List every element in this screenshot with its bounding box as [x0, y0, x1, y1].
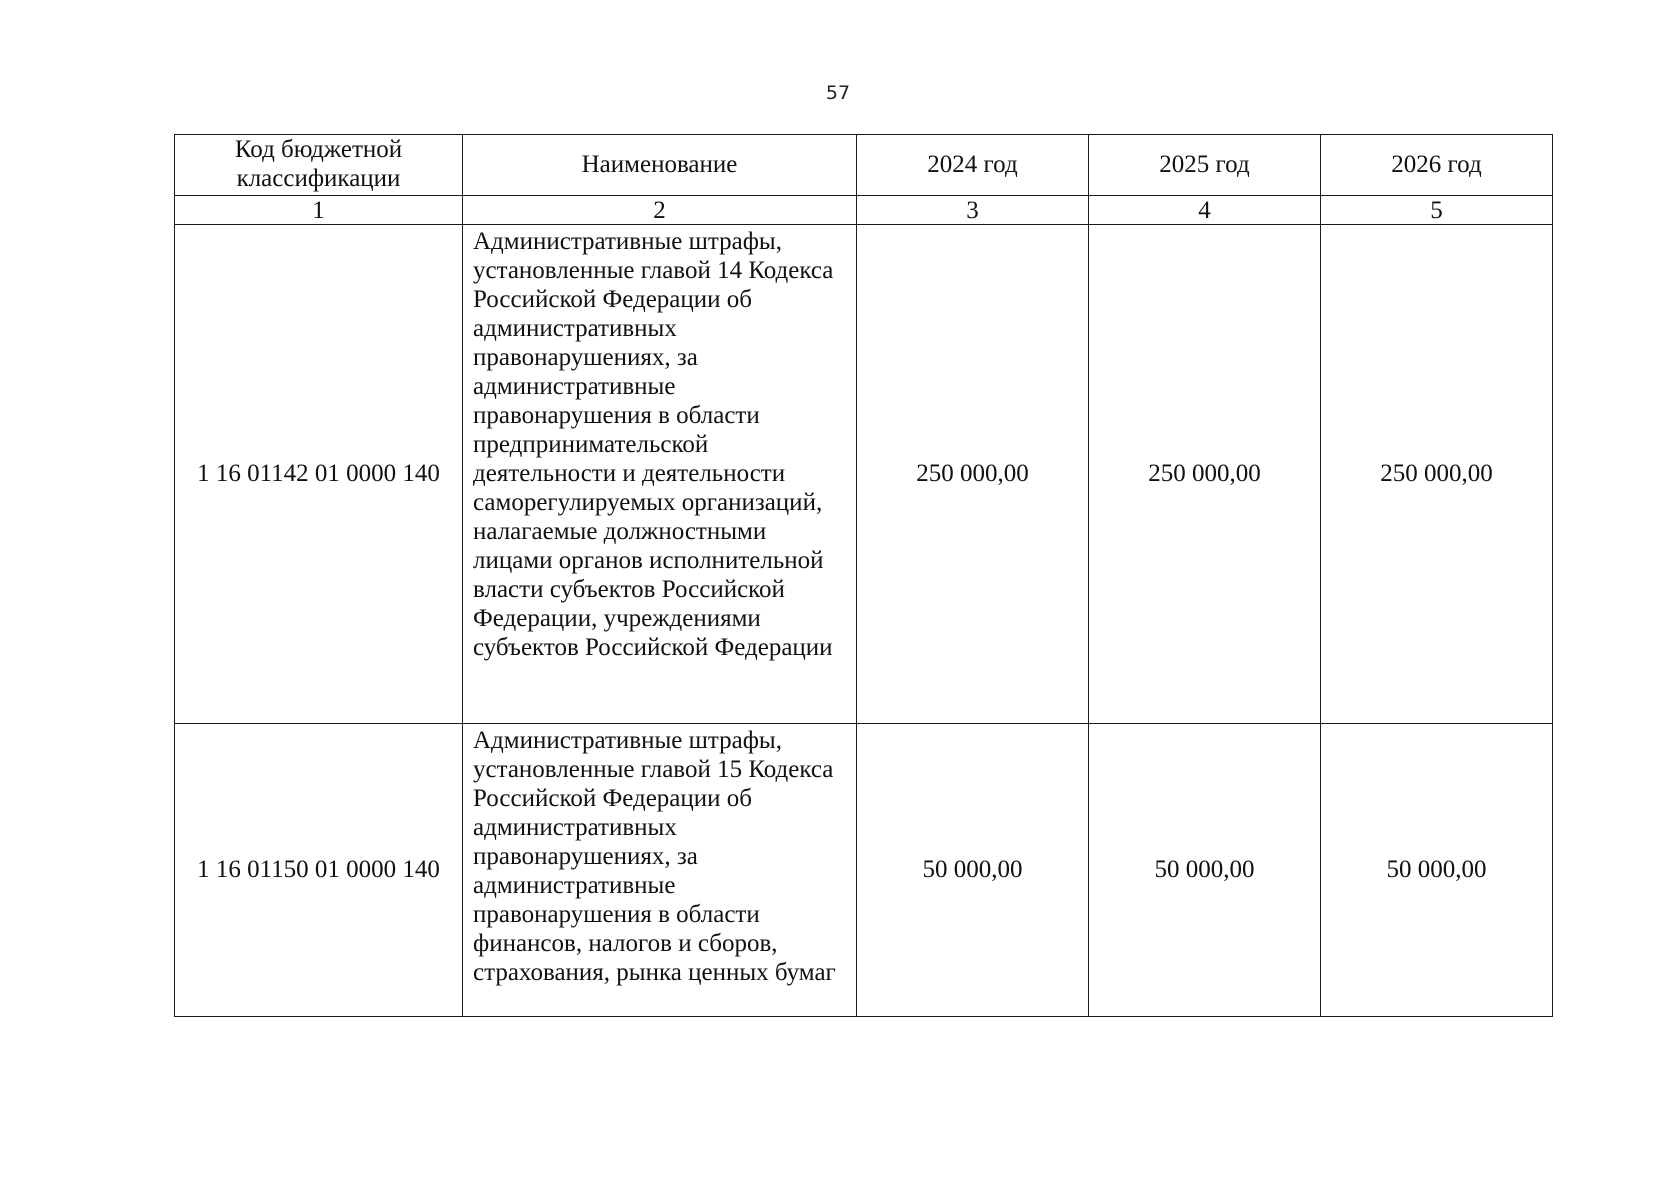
- column-number: 3: [857, 196, 1089, 225]
- header-2024: 2024 год: [857, 135, 1089, 196]
- header-name: Наименование: [463, 135, 857, 196]
- amount-2024-cell: 250 000,00: [857, 225, 1089, 724]
- table-row: [175, 225, 1553, 724]
- column-number: 1: [175, 196, 463, 225]
- header-2026: 2026 год: [1321, 135, 1553, 196]
- name-cell: Административные штрафы, установленные главой 14 Кодекса Российской Федерации об административных правонарушениях, за административные правонарушения в области предпринимательской деятельности и деятельности саморегулируемых организаций, налагаемые должностными лицами органов исполнительной власти субъектов Российской Федерации, учреждениями субъектов Российской Федерации: [463, 225, 857, 724]
- amount-2025-cell: 50 000,00: [1089, 724, 1321, 1017]
- budget-code-cell: 1 16 01150 01 0000 140: [175, 724, 463, 1017]
- name-cell: Административные штрафы, установленные главой 15 Кодекса Российской Федерации об административных правонарушениях, за административные правонарушения в области финансов, налогов и сборов, страхования, рынка ценных бумаг: [463, 724, 857, 1017]
- amount-2026-cell: 50 000,00: [1321, 724, 1553, 1017]
- budget-table: [174, 134, 1553, 1017]
- column-number: 2: [463, 196, 857, 225]
- header-2025: 2025 год: [1089, 135, 1321, 196]
- column-number: 5: [1321, 196, 1553, 225]
- header-code: Код бюджетной классификации: [175, 135, 463, 196]
- budget-code-cell: 1 16 01142 01 0000 140: [175, 225, 463, 724]
- amount-2026-cell: 250 000,00: [1321, 225, 1553, 724]
- amount-2025-cell: 250 000,00: [1089, 225, 1321, 724]
- column-number-row: [175, 196, 1553, 225]
- page-number: 57: [825, 82, 851, 104]
- table-row: [175, 724, 1553, 1017]
- amount-2024-cell: 50 000,00: [857, 724, 1089, 1017]
- column-number: 4: [1089, 196, 1321, 225]
- table-header-row: [175, 135, 1553, 196]
